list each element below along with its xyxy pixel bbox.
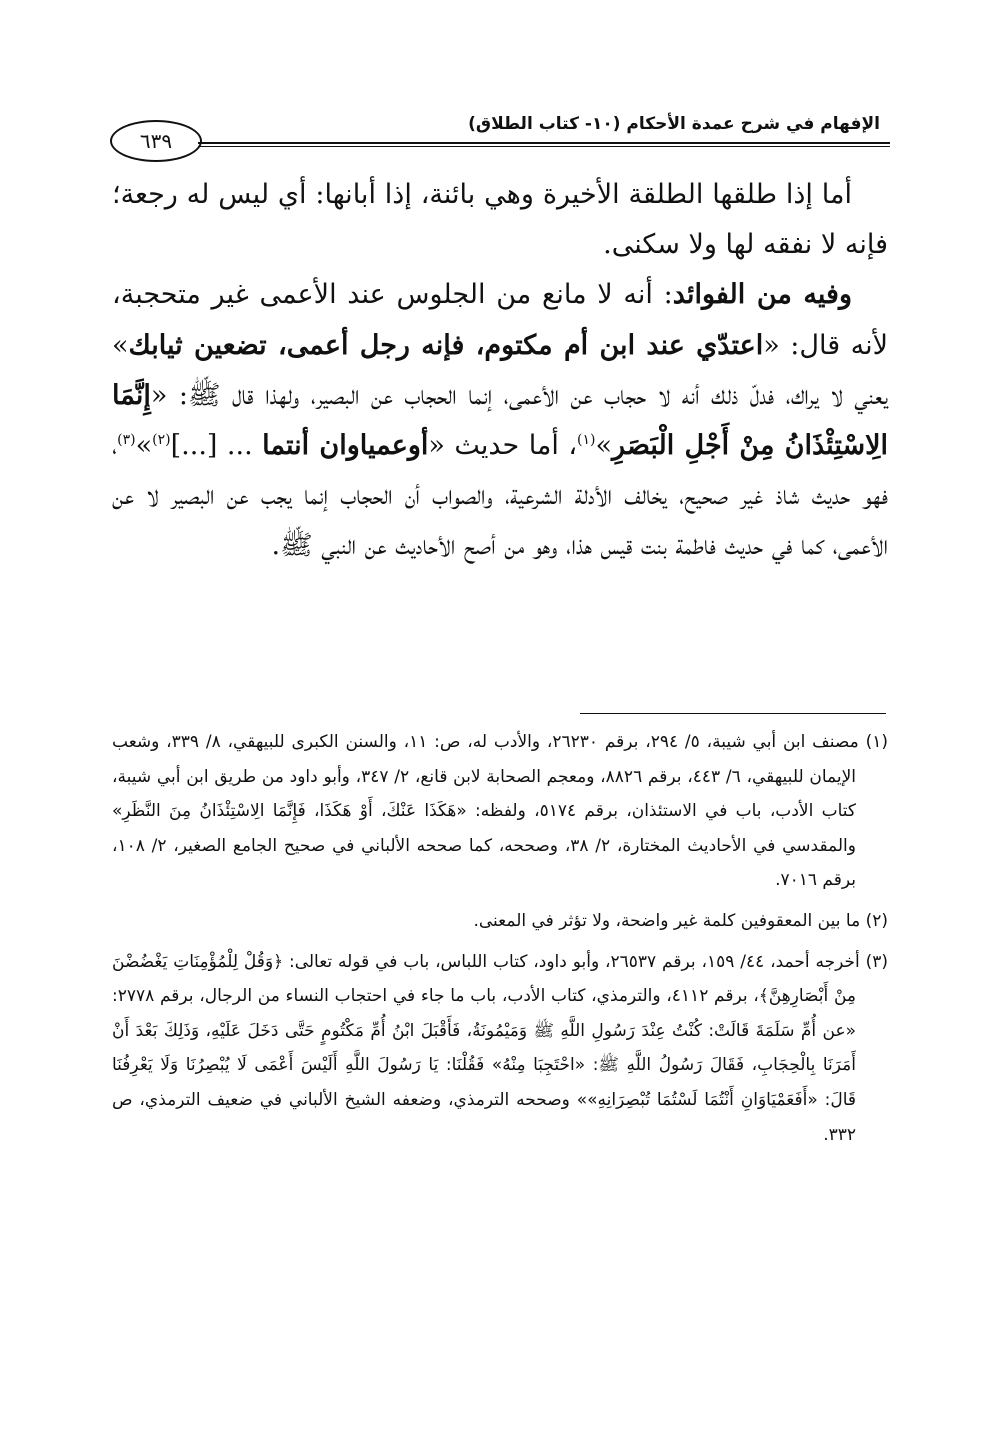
page-number: ٦٣٩ [110,120,202,162]
text-segment: » [135,430,153,462]
footnote-separator [580,713,886,714]
hadith-quote: إِنَّمَا الِاسْتِئْذَانُ مِنْ أَجْلِ الْبَصَرِ [112,379,889,462]
text-segment: ... [...] [170,430,263,462]
text-segment: » [595,430,613,462]
text-segment: : أنه لا مانع من الجلوس عند الأعمى غير متحجبة، لأنه قال: « [112,279,888,361]
running-title: الإفهام في شرح عمدة الأحكام (١٠- كتاب الطلاق) [468,114,880,134]
text-segment: ، أما حديث « [428,430,578,462]
footnote-ref[interactable]: (٣) [117,432,136,449]
footnote-ref[interactable]: (١) [577,432,596,449]
footnote-3 [112,945,888,1153]
paragraph-1: أما إذا طلقها الطلقة الأخيرة وهي بائنة، إذا أبانها: أي ليس له رجعة؛ فإنه لا نفقه لها ولا سكنى. [112,179,888,261]
footnote-number: (١) [865,732,888,752]
footnote-number: (٣) [865,951,888,972]
hadith-quote: أوعمياوان أنتما [262,430,429,462]
text-segment: ، فهو حديث شاذ غير صحيح، يخالف الأدلة الشرعية، والصواب أن الحجاب إنما يجب عن البصير لا عن الأعمى، كما في حديث فاطمة بنت قيس هذا، وهو من أصح الأحاديث عن النبي ﷺ. [112,430,888,562]
footnote-text: ما بين المعقوفين كلمة غير واضحة، ولا تؤثر في المعنى. [473,910,861,931]
main-text [112,170,888,572]
footnote-1 [112,725,888,898]
hadith-quote: اعتدّي عند ابن أم مكتوم، فإنه رجل أعمى، تضعين ثيابك [128,329,764,361]
footnote-text: أخرجه أحمد، ٤٤/ ١٥٩، برقم ٢٦٥٣٧، وأبو داود، كتاب اللباس، باب في قوله تعالى: ﴿وَقُلْ لِلْمُؤْمِنَاتِ يَغْضُضْنَ مِنْ أَبْصَارِهِنَّ﴾، برقم ٤١١٢، والترمذي، كتاب الأدب، باب ما جاء في احتجاب النساء من الرجال، برقم ٢٧٧٨: «عن أُمِّ سَلَمَةَ قَالَتْ: كُنْتُ عِنْدَ رَسُولِ اللَّهِ ﷺ وَمَيْمُونَةُ، فَأَقْبَلَ ابْنُ أُمِّ مَكْتُومٍ حَتَّى دَخَلَ عَلَيْهِ، وَذَلِكَ بَعْدَ أَنْ أَمَرَنَا بِالْحِجَابِ، فَقَالَ رَسُولُ اللَّهِ ﷺ: «احْتَجِبَا مِنْهُ» فَقُلْنَا: يَا رَسُولَ اللَّهِ أَلَيْسَ أَعْمَى لَا يُبْصِرُنَا وَلَا يَعْرِفُنَا قَالَ: «أَفَعَمْيَاوَانِ أَنْتُمَا لَسْتُمَا تُبْصِرَانِهِ»» وصححه الترمذي، وضعفه الشيخ الألباني في ضعيف الترمذي، ص ٣٣٢. [112,951,860,1145]
benefits-heading: وفيه من الفوائد [672,279,852,311]
footnote-text: مصنف ابن أبي شيبة، ٥/ ٢٩٤، برقم ٢٦٢٣٠، والأدب له، ص: ١١، والسنن الكبرى للبيهقي، ٨/ ٣٣٩، وشعب الإيمان للبيهقي، ٦/ ٤٤٣، برقم ٨٨٢٦، ومعجم الصحابة لابن قانع، ٢/ ٣٤٧، وأبو داود من طريق ابن أبي شيبة، كتاب الأدب، باب في الاستئذان، برقم ٥١٧٤، ولفظه: «هَكَذَا عَنْكَ، أَوْ هَكَذَا، فَإِنَّمَا الِاسْتِئْذَانُ مِنَ النَّظَرِ» والمقدسي في الأحاديث المختارة، ٢/ ٣٨، وصححه، كما صححه الألباني في صحيح الجامع الصغير، ٢/ ١٠٨، برقم ٧٠١٦. [112,732,859,891]
header-rule [198,142,890,147]
footnote-number: (٢) [865,910,888,931]
footnotes [112,725,888,1158]
text-segment: » يعني لا يراك، فدلّ ذلك أنه لا حجاب عن الأعمى، إنما الحجاب عن البصير، ولهذا قال ﷺ: « [112,329,888,411]
footnote-ref[interactable]: (٢) [152,432,171,449]
footnote-2 [112,904,888,939]
page-header [110,110,890,158]
paragraph-2 [112,270,888,571]
